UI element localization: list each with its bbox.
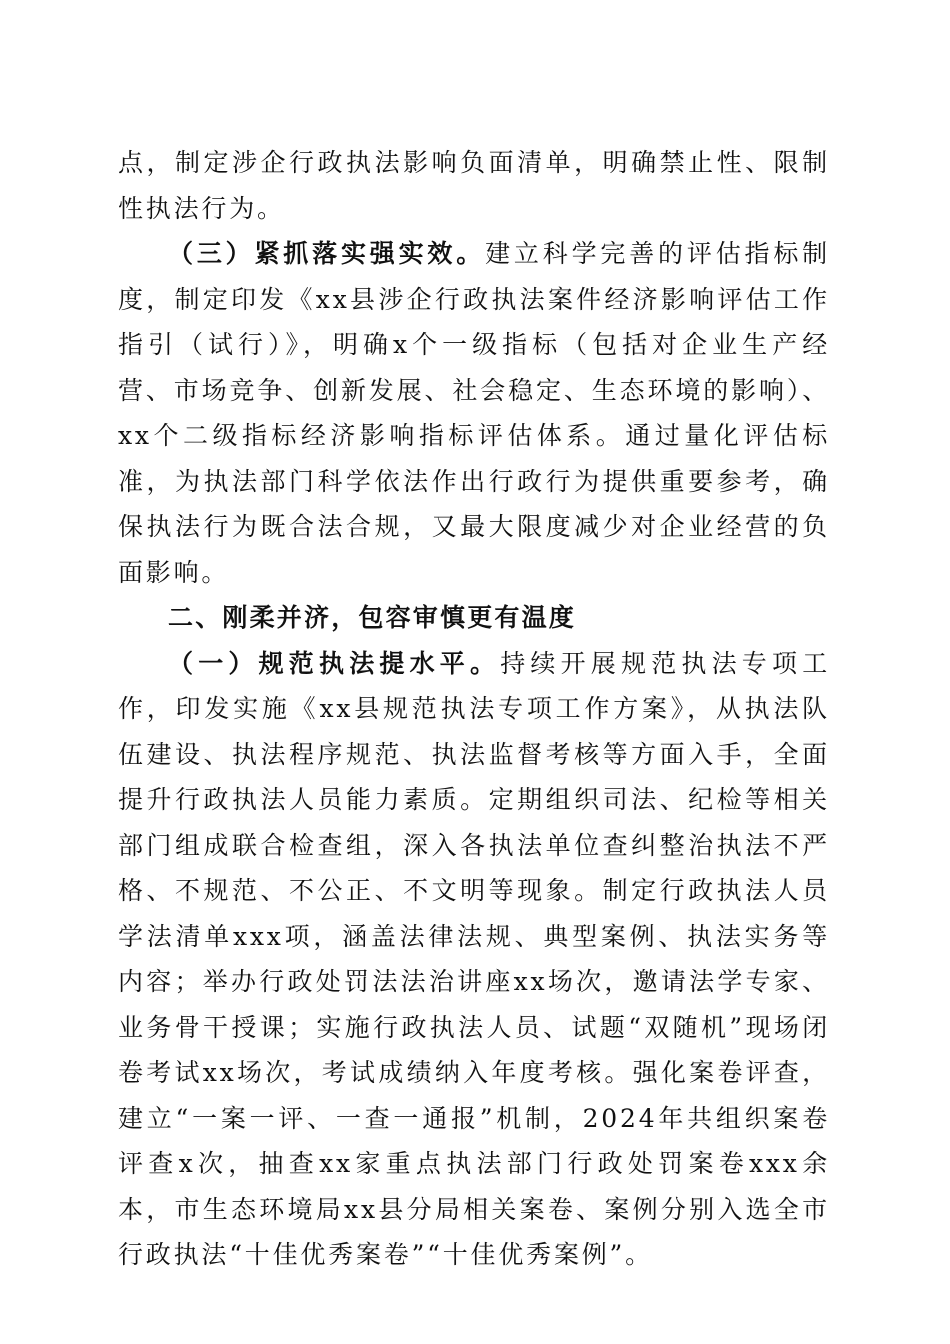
section-heading: 二、刚柔并济，包容审慎更有温度 [168, 603, 577, 632]
document-body [118, 140, 830, 1278]
paragraph-standardize-enforcement [118, 641, 830, 1278]
paragraph-text: 持续开展规范执法专项工作，印发实施《xx县规范执法专项工作方案》，从执法队伍建设、执法程序规范、执法监督考核等方面入手，全面提升行政执法人员能力素质。定期组织司法、纪检等相关部门组成联合检查组，深入各执法单位查纠整治执法不严格、不规范、不公正、不文明等现象。制定行政执法人员学法清单xxx项，涵盖法律法规、典型案例、执法实务等内容；举办行政处罚法法治讲座xx场次，邀请法学专家、业务骨干授课；实施行政执法人员、试题“双随机”现场闭卷考试xx场次，考试成绩纳入年度考核。强化案卷评查，建立“一案一评、一查一通报”机制，2024年共组织案卷评查x次，抽查xx家重点执法部门行政处罚案卷xxx余本，市生态环境局xx县分局相关案卷、案例分别入选全市行政执法“十佳优秀案卷”“十佳优秀案例”。 [118, 648, 830, 1269]
paragraph-lead: （一）规范执法提水平。 [168, 648, 501, 678]
paragraph-text: 点，制定涉企行政执法影响负面清单，明确禁止性、限制性执法行为。 [118, 148, 830, 223]
paragraph-implementation [118, 231, 830, 595]
paragraph-text: 建立科学完善的评估指标制度，制定印发《xx县涉企行政执法案件经济影响评估工作指引（试行）》，明确x个一级指标（包括对企业生产经营、市场竞争、创新发展、社会稳定、生态环境的影响）、xx个二级指标经济影响指标评估体系。通过量化评估标准，为执法部门科学依法作出行政行为提供重要参考，确保执法行为既合法合规，又最大限度减少对企业经营的负面影响。 [118, 239, 830, 587]
paragraph-continuation [118, 140, 830, 231]
paragraph-lead: （三）紧抓落实强实效。 [168, 239, 486, 268]
